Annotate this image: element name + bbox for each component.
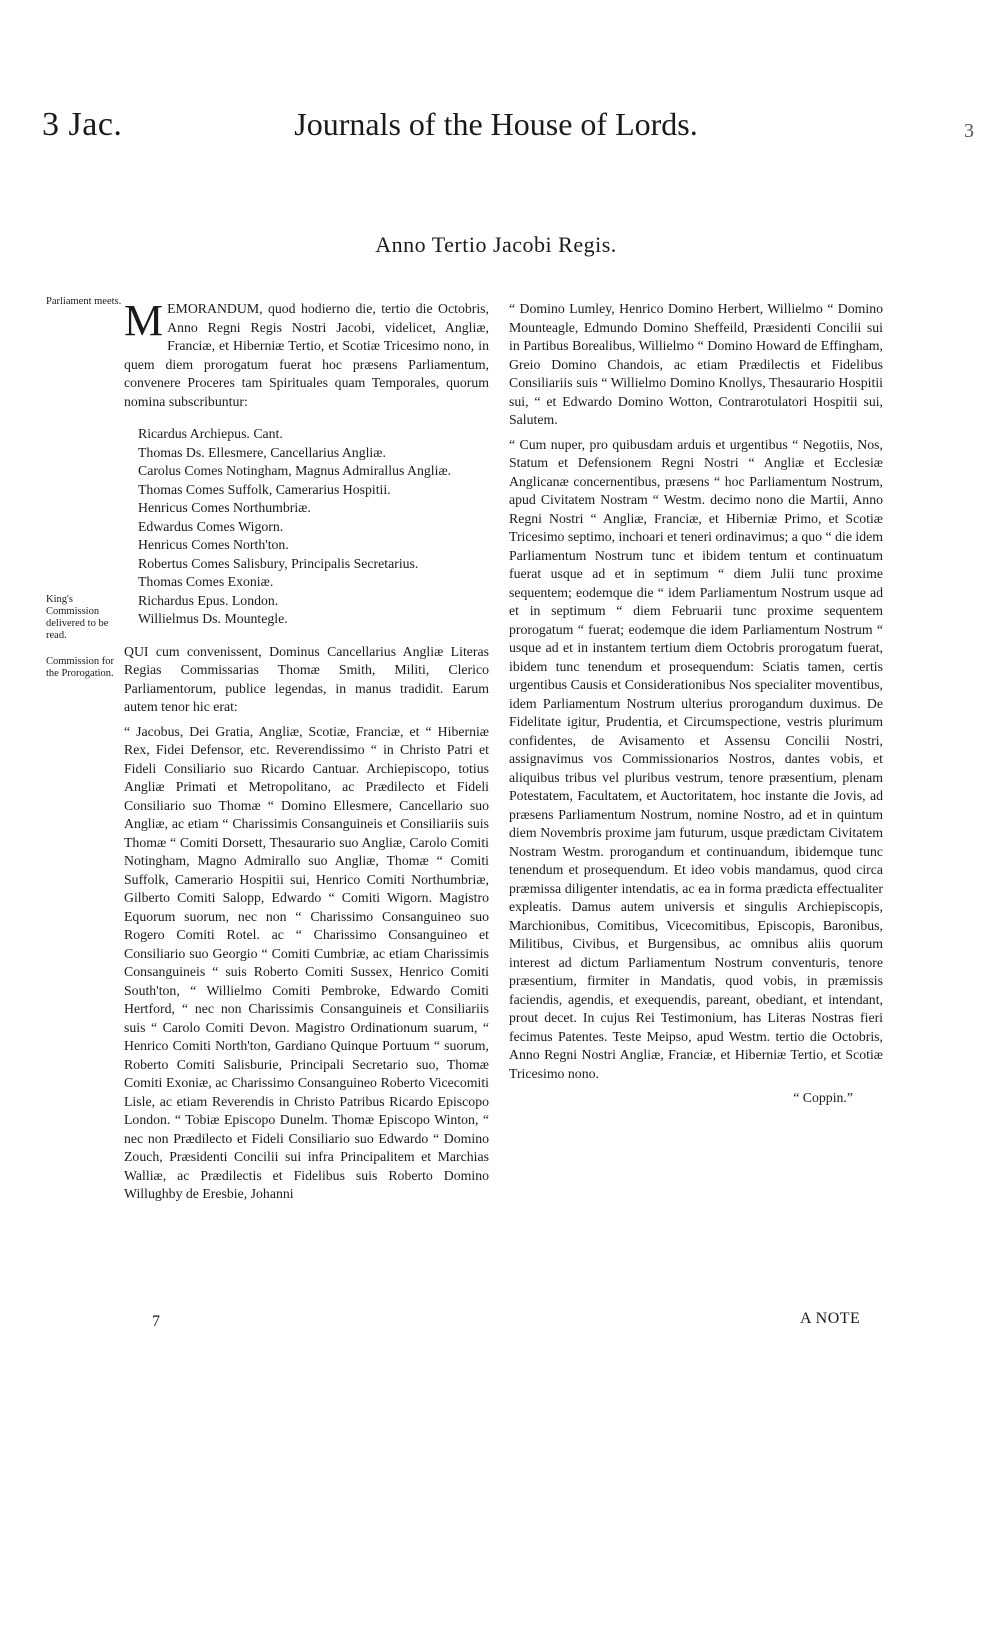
lord-entry: Richardus Epus. London. (138, 592, 279, 608)
left-column (124, 296, 489, 1204)
catchword: A NOTE (800, 1310, 861, 1327)
lord-entry: Ricardus Archiepus. Cant. (138, 426, 283, 441)
lord-entry: Thomas Comes Exoniæ. (138, 574, 274, 589)
commission-body-paragraph: “ Cum nuper, pro quibusdam arduis et urgentibus “ Negotiis, Nos, Statum et Defensionem Regni Nostri “ Angliæ et Ecclesiæ Anglicanæ concernentibus, præsens “ hoc Parliamentum Nostrum, apud Civitatem Nostram “ Westm. decimo nono die Martii, Anno Regni Nostri “ Angliæ, Franciæ, et Hiberniæ Primo, et Scotiæ Tricesimo septimo, inchoari et teneri ordinavimus; a quo “ die idem Parliamentum Nostrum tunc et ibidem tentum et continuatum fuerat usque ad et in septimum “ diem Julii tunc proxime sequentem; eodemque die “ idem Parliamentum Nostrum usque ad et in septimum “ diem Februarii tunc proxime sequentem prorogatum “ fuerat; eodemque die idem Parliamentum Nostrum “ usque ad et in instantem tertium diem Octobris prorogatum fuerat, ibidem tunc tenendum et prosequendum: Sciatis tamen, certis urgentibus Causis et Considerationibus Nos specialiter moventibus, idem Parliamentum Nostrum ulterius prorogandum duximus. De Fidelitate igitur, Prudentia, et Circumspectione, vestris plurimum confidentes, de Avisamento et Assensu Concilii Nostri, assignavimus vos Commissionarios Nostros, dantes vobis, et aliquibus tribus vel pluribus vestrum, tenore præsentium, plenam Potestatem, Facultatem, et Auctoritatem, hoc instante die Jovis, ad præsens Parliamentum Nostrum, nomine Nostro, ad et in quintum diem Novembris proxime jam futurum, usque prædictam Civitatem Nostram Westm. prorogandum et continuandum, ibidemque tunc tenendum et prosequendum. Et ideo vobis mandamus, quod circa præmissa diligenter intendatis, ac ea in forma prædicta effectualiter expleatis. Damus autem universis et singulis Archiepiscopis, Marchionibus, Comitibus, Vicecomitibus, Episcopis, Baronibus, Militibus, Civibus, et Burgensibus, ac omnibus aliis quorum interest ad dictum Parliamentum Nostrum conventuris, tenore præsentium, firmiter in Mandatis, quod vobis, in præmissis faciendis, agendis, et exequendis, pareant, obediant, et intendant, prout decet. In cujus Rei Testimonium, has Literas Nostras fieri fecimus Patentes. Teste Meipso, apud Westm. tertio die Octobris, Anno Regni Nostri Angliæ, Franciæ, et Hiberniæ Tertio, et Scotiæ Tricesimo nono. (509, 436, 883, 1081)
lord-entry: Willielmus Ds. Mountegle. (138, 611, 288, 626)
lord-entry: Henricus Comes North'ton. (138, 537, 289, 552)
lord-entry: Thomas Comes Suffolk, Camerarius Hospitii. (138, 481, 391, 497)
lord-entry: Edwardus Comes Wigorn. (138, 518, 284, 534)
page-number: 3 (964, 120, 974, 142)
lord-entry: Robertus Comes Salisbury, Principalis Secretarius. (138, 555, 419, 571)
right-column (509, 300, 883, 1108)
commission-continuation: “ Domino Lumley, Henrico Domino Herbert, Willielmo “ Domino Mounteagle, Edmundo Domino Sheffeild, Præsidenti Concilii sui in Partibus Borealibus, Willielmo “ Domino Howard de Effingham, Greio Domino Chandois, ac etiam Prædilectis et Fidelibus Consiliariis suis “ Willielmo Domino Knollys, Thesaurario Hospitii sui, “ et Edwardo Domino Wotton, Contrarotulatori Hospitii sui, Salutem. (509, 301, 883, 427)
page-header-left: 3 Jac. (42, 106, 123, 143)
memorandum-text: EMORANDUM, quod hodierno die, tertio die Octobris, Anno Regni Regis Nostri Jacobi, videlicet, Angliæ, Franciæ, et Hiberniæ Tertio, et Scotiæ Tricesimo nono, in quem diem prorogatum fuerat hoc præsens Parliamentum, convenere Proceres tam Spirituales quam Temporales, quorum nomina subscribuntur: (124, 301, 489, 409)
lord-entry: Henricus Comes Northumbriæ. (138, 500, 311, 515)
lord-entry: Thomas Ds. Ellesmere, Cancellarius Angliæ. (138, 444, 386, 460)
drop-cap: M (124, 296, 164, 345)
lord-entry: Carolus Comes Notingham, Magnus Admirallus Angliæ. (138, 463, 452, 478)
commission-delivery-paragraph: QUI cum convenissent, Dominus Cancellarius Angliæ Literas Regias Commissarias Thomæ Smith, Militi, Clerico Parliamentorum, publice legendas, in manus tradidit. Earum autem tenor hic erat: (124, 643, 489, 714)
margin-note-parliament-meets: Parliament meets. (46, 296, 122, 307)
section-title: Anno Tertio Jacobi Regis. (375, 232, 617, 257)
coppin-signature: “ Coppin.” (793, 1090, 853, 1105)
commission-text-paragraph: “ Jacobus, Dei Gratia, Angliæ, Scotiæ, Franciæ, et “ Hiberniæ Rex, Fidei Defensor, etc. Reverendissimo “ in Christo Patri et Fideli Consiliario suo Ricardo Cantuar. Archiepiscopo, totius Angliæ Primati et Metropolitano, ac Prædilecto et Fideli Consiliario suo Thomæ “ Domino Ellesmere, Cancellario suo Angliæ, ac etiam “ Charissimis Consanguineis et Consiliariis suis Thomæ “ Comiti Dorsett, Thesaurario suo Angliæ, Carolo Comiti Notingham, Magno Admirallo suo Angliæ, Thomæ “ Comiti Suffolk, Camerario Hospitii sui, Henrico Comiti Northumbriæ, Gilberto Comiti Salopp, Edwardo “ Comiti Wigorn. Magistro Equorum suorum, nec non “ Charissimo Consanguineo suo Rogero Comiti Rotel. ac “ Charissimo Consanguineo et Consiliario suo Georgio “ Comiti Cumbriæ, ac etiam Charissimis Consanguineis “ suis Roberto Comiti Sussex, Henrico Comiti South'ton, “ Willielmo Comiti Pembroke, Edwardo Comiti Hertford, “ nec non Charissimis Consanguineis et Consiliariis suis “ Carolo Comiti Devon. Magistro Ordinationum suarum, “ Henrico Comiti North'ton, Gardiano Quinque Portuum “ suorum, Roberto Comiti Salisburie, Principali Secretario suo, Thomæ Comiti Exoniæ, ac Charissimo Consanguineo Roberto Vicecomiti Lisle, ac etiam Reverendis in Christo Patribus Ricardo Episcopo London. “ Tobiæ Episcopo Dunelm. Thomæ Episcopo Winton, “ nec non Prædilecto et Fideli Consiliario suo Edwardo “ Domino Zouch, Præsidenti Concilii sui infra Principalitem et Marchias Walliæ, ac Prædilectis et Fidelibus suis Roberto Domino Willughby de Eresbie, Johanni (124, 723, 489, 1201)
memorandum-paragraph (124, 296, 489, 411)
margin-note-commission-prorogation: Commission for the Prorogation. (46, 656, 114, 679)
margin-note-commission-delivered: King's Commission delivered to be read. (46, 594, 109, 641)
lords-list (138, 425, 489, 629)
page-header-title: Journals of the House of Lords. (294, 106, 698, 142)
signature-mark: 7 (152, 1313, 160, 1330)
